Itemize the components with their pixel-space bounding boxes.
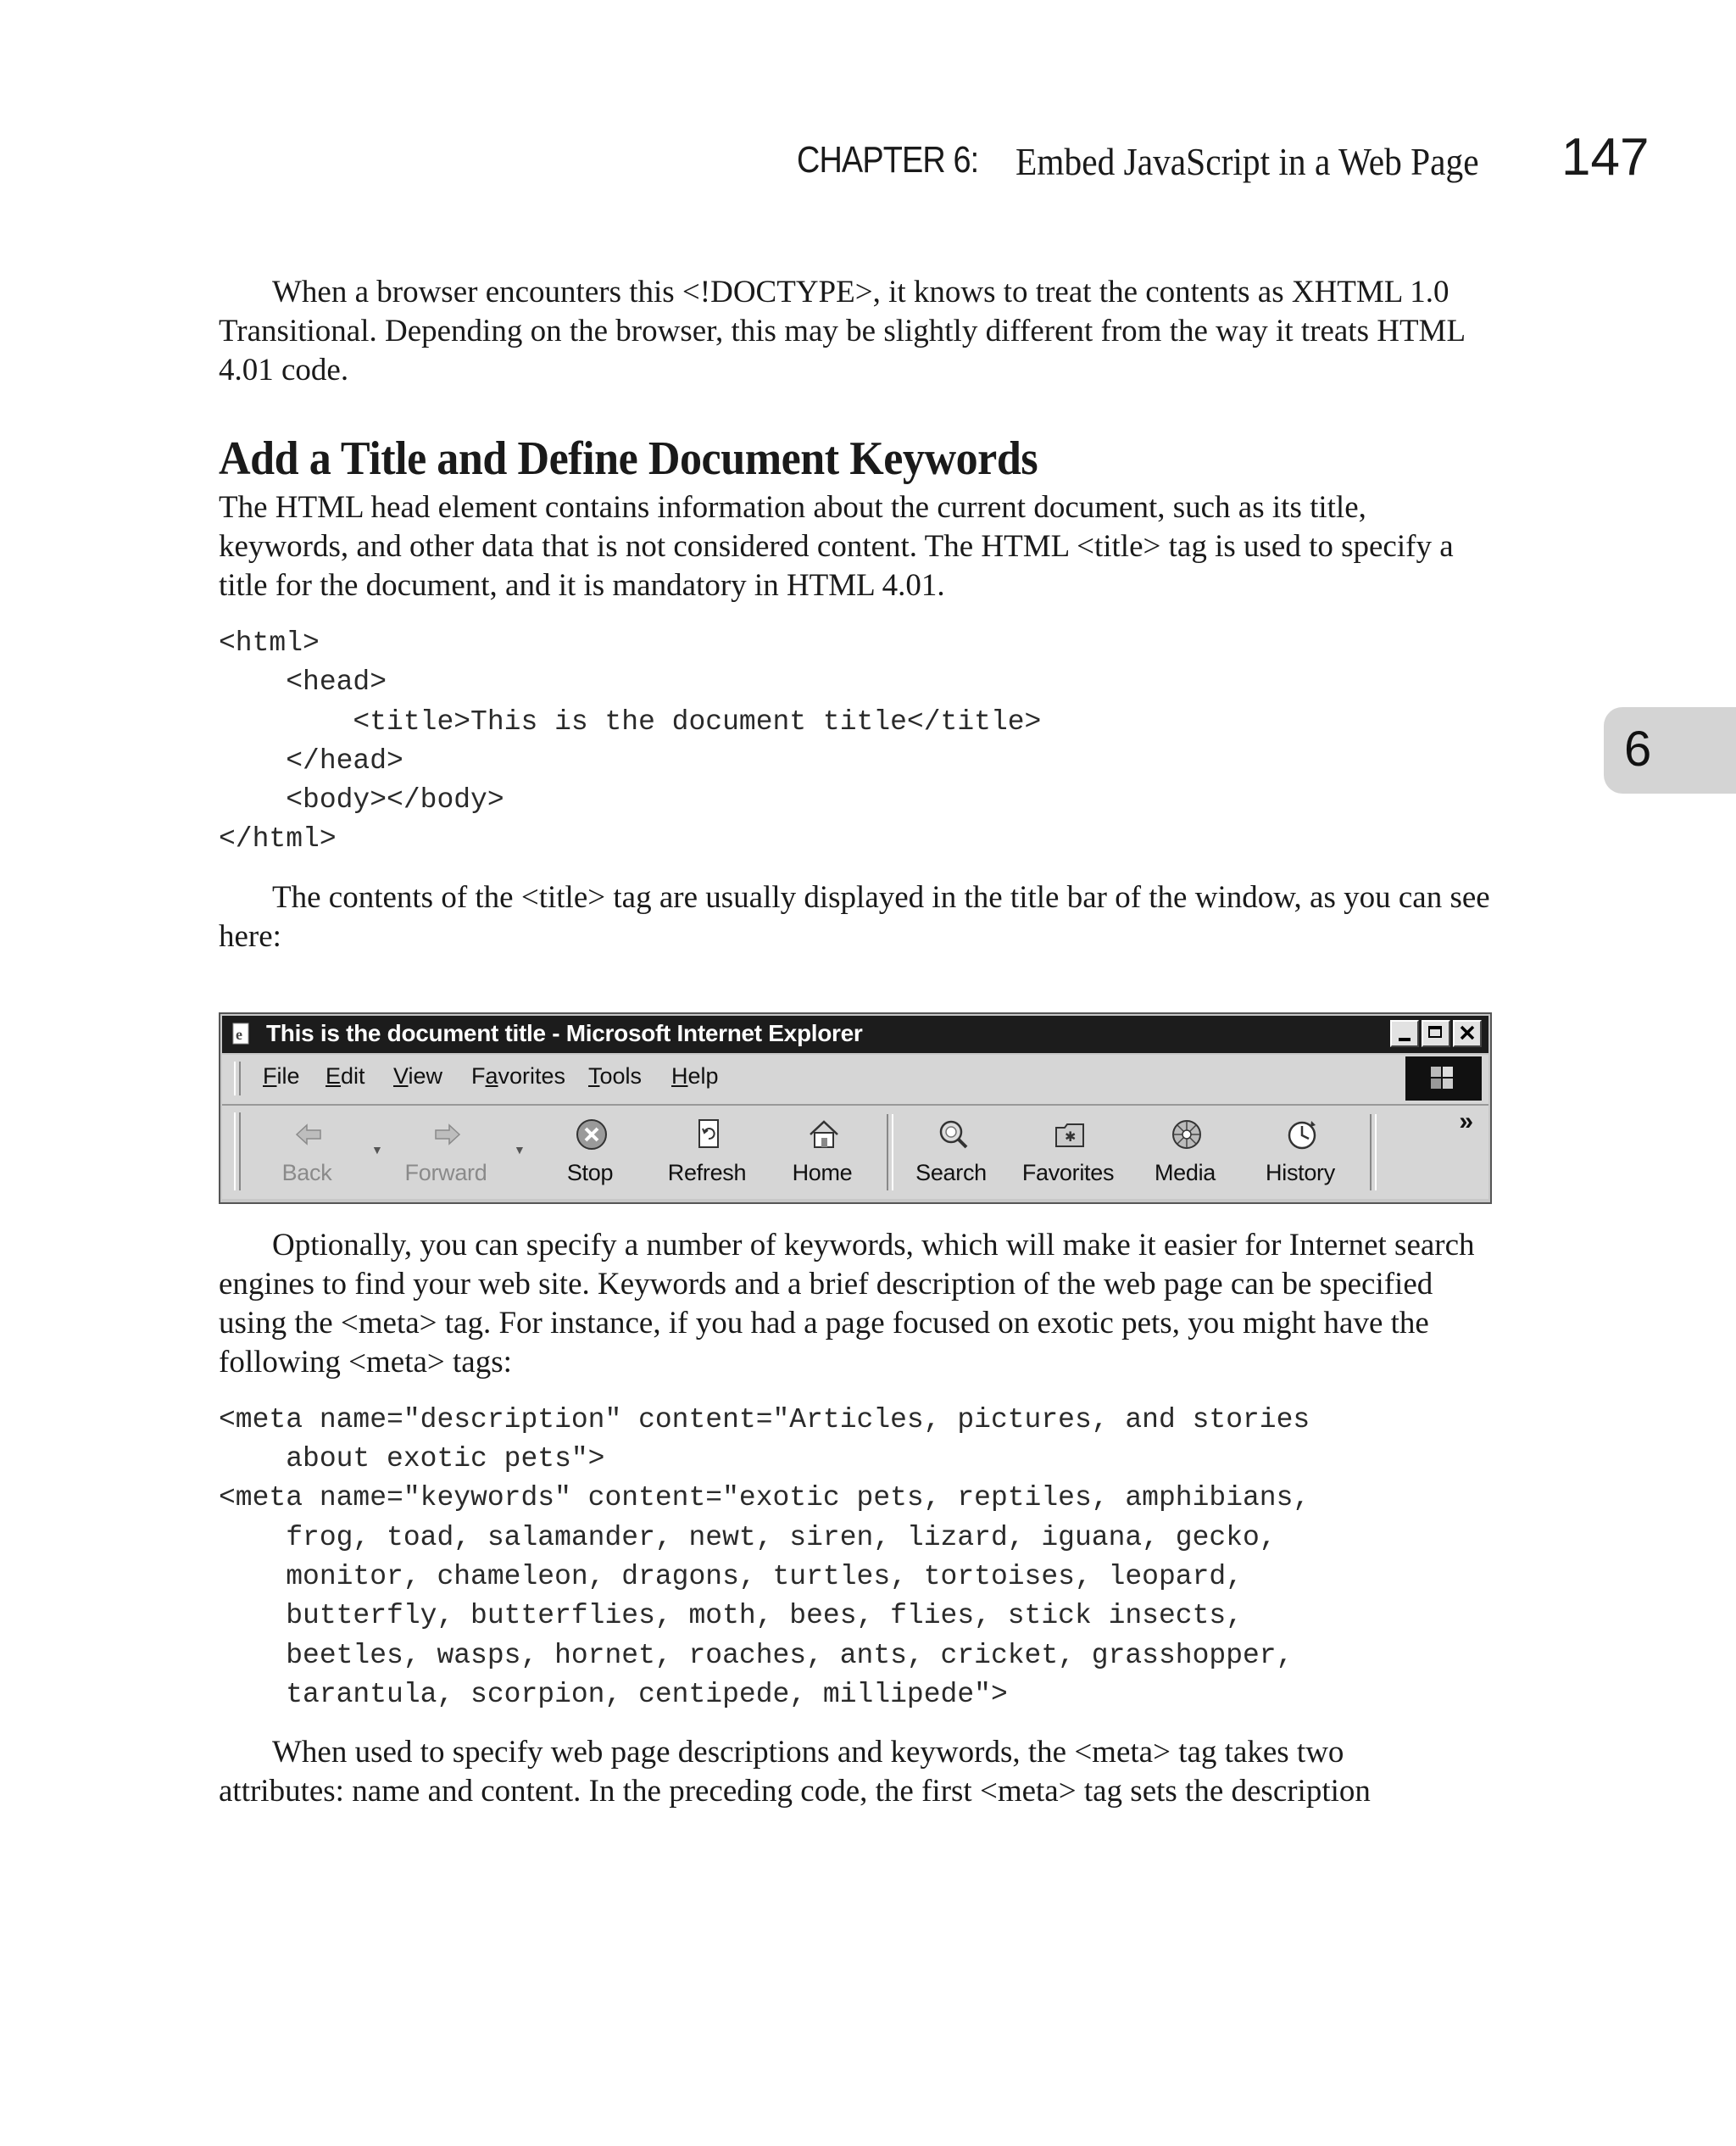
- chapter-label: CHAPTER 6:: [797, 139, 979, 181]
- forward-arrow-icon: [431, 1118, 465, 1151]
- toolbar-overflow-chevron-icon[interactable]: »: [1459, 1107, 1473, 1135]
- home-icon: [807, 1118, 841, 1151]
- forward-button[interactable]: Forward: [395, 1111, 497, 1196]
- media-icon: [1170, 1118, 1204, 1151]
- paragraph-keywords: Optionally, you can specify a number of keywords, which will make it easier for Internet search engines to find your web site. Keywords and a brief description of the web page can be specified using the <meta> tag. For instance, if you had a page focused on exotic pets, you might have the following <meta> tags:: [219, 1227, 1475, 1380]
- home-button[interactable]: Home: [771, 1111, 873, 1196]
- paragraph-head-element: The HTML head element contains information about the current document, such as its title, keywords, and other data that is not considered content. The HTML <title> tag is used to specify a title for the document, and it is mandatory in HTML 4.01.: [219, 490, 1454, 603]
- refresh-button[interactable]: Refresh: [656, 1111, 758, 1196]
- history-button[interactable]: History: [1249, 1111, 1351, 1196]
- menu-help[interactable]: Help: [671, 1063, 719, 1089]
- back-dropdown-icon[interactable]: ▼: [371, 1143, 383, 1157]
- menu-view[interactable]: View: [393, 1063, 443, 1089]
- code-block-meta: <meta name="description" content="Articles, pictures, and stories about exotic pets"> <meta name="keywords" content="exotic pets, reptiles, amphibians, frog, toad, salamander, newt, siren, lizard, iguana, gecko, monitor, chameleon, dragons, turtles, tortoises, leopard, butterfly, butterflies, moth, bees, flies, stick insects, beetles, wasps, hornet, roaches, ants, cricket, grasshopper, tarantula, scorpion, centipede, millipede">: [219, 1403, 1310, 1710]
- ie-document-icon: [229, 1021, 254, 1046]
- ie-menu-bar: [222, 1055, 1488, 1106]
- ie-window-title: This is the document title - Microsoft Internet Explorer: [266, 1020, 863, 1046]
- menu-edit[interactable]: Edit: [326, 1063, 365, 1089]
- ie-title-bar: [222, 1016, 1488, 1053]
- maximize-button[interactable]: [1422, 1020, 1450, 1047]
- media-button[interactable]: Media: [1134, 1111, 1236, 1196]
- ie-window-screenshot: [219, 1012, 1492, 1204]
- history-clock-icon: [1285, 1118, 1319, 1151]
- running-header: [0, 127, 1736, 195]
- close-button[interactable]: [1453, 1020, 1482, 1047]
- code-block-title: <html> <head> <title>This is the document title</title> </head> <body></body> </html>: [219, 627, 1042, 856]
- menu-favorites[interactable]: Favorites: [471, 1063, 566, 1089]
- paragraph-meta-attributes: When used to specify web page descriptions and keywords, the <meta> tag takes two attributes: name and content. In the preceding code, the first <meta> tag sets the description: [219, 1735, 1371, 1809]
- page-number: 147: [1561, 128, 1650, 187]
- ie-standard-toolbar: [222, 1106, 1488, 1199]
- menu-file[interactable]: File: [263, 1063, 300, 1089]
- search-button[interactable]: Search: [900, 1111, 1002, 1196]
- paragraph-doctype: When a browser encounters this <!DOCTYPE>, it knows to treat the contents as XHTML 1.0 Transitional. Depending on the browser, this may be slightly different from the way it treats HTML 4.01 code.: [219, 275, 1465, 387]
- section-heading: Add a Title and Define Document Keywords: [219, 432, 1038, 485]
- minimize-button[interactable]: [1390, 1020, 1419, 1047]
- chapter-title: Embed JavaScript in a Web Page: [1015, 140, 1479, 183]
- svg-text:✱: ✱: [1065, 1130, 1077, 1145]
- back-button[interactable]: Back: [256, 1111, 358, 1196]
- favorites-button[interactable]: ✱ Favorites: [1017, 1111, 1119, 1196]
- stop-icon: [575, 1118, 609, 1151]
- search-icon: [936, 1118, 970, 1151]
- refresh-icon: [692, 1118, 726, 1151]
- close-icon: [1455, 1022, 1480, 1045]
- chapter-thumb-tab: [1604, 707, 1736, 794]
- thumb-tab-number: 6: [1624, 722, 1652, 777]
- back-arrow-icon: [292, 1118, 326, 1151]
- forward-dropdown-icon[interactable]: ▼: [514, 1143, 526, 1157]
- svg-text:e: e: [236, 1026, 242, 1043]
- paragraph-title-bar: The contents of the <title> tag are usually displayed in the title bar of the window, as you can see here:: [219, 879, 1490, 954]
- favorites-folder-icon: [1053, 1118, 1087, 1151]
- stop-button[interactable]: Stop: [539, 1111, 641, 1196]
- windows-logo-icon: [1405, 1056, 1482, 1101]
- menu-tools[interactable]: Tools: [588, 1063, 643, 1089]
